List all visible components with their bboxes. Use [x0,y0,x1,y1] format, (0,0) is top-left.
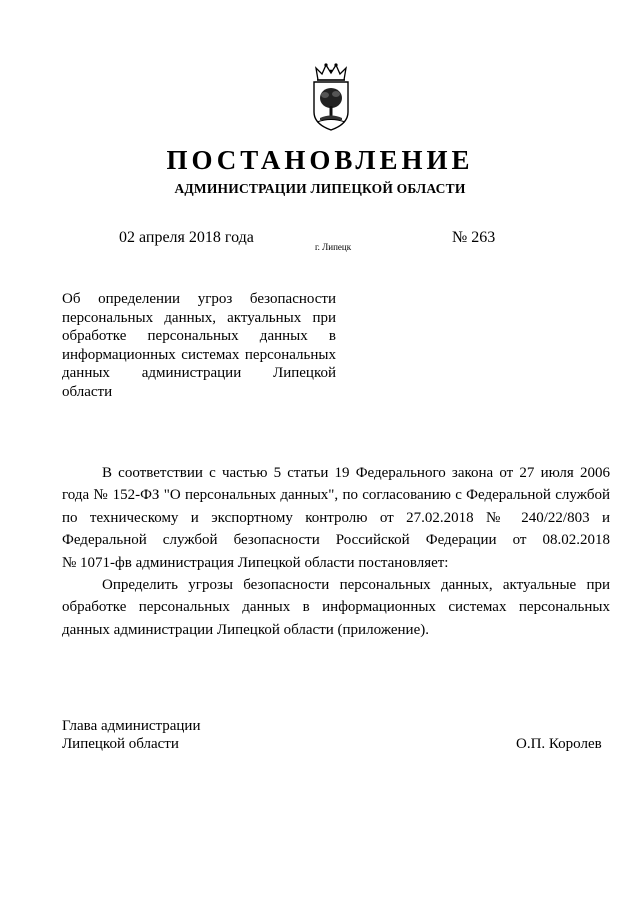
body-line: по техническому и экспортному контролю от 27.02.2018 № 240/22/803 и [62,509,610,526]
body-line: данных администрации Липецкой области (приложение). [62,621,429,638]
body-paragraph-1 [62,462,610,574]
document-city: г. Липецк [315,242,352,252]
subject-line: информационных системах персональных [62,346,336,363]
document-subject [62,290,336,401]
body-line: обработке персональных данных в информационных системах персональных [62,599,610,616]
subject-line: Об определении угроз безопасности [62,291,336,307]
body-line: Определить угрозы безопасности персональных данных, актуальные при [102,577,610,594]
subject-line: данных администрации Липецкой [62,365,336,381]
body-line: Федеральной службой безопасности Российской Федерации от 08.02.2018 [62,532,610,549]
signature-position-line: Глава администрации [62,718,201,734]
body-line: В соответствии с частью 5 статьи 19 Федерального закона от 27 июля 2006 [102,465,610,481]
body-paragraph-2 [62,574,610,641]
signature-position [62,717,200,753]
subject-line: области [62,383,113,400]
lipetsk-oblast-coat-of-arms-icon [306,62,356,134]
body-line: № 1071-фв администрация Липецкой области постановляет: [62,554,449,571]
document-number: № 263 [452,229,496,246]
subject-line: персональных данных, актуальных при [62,309,336,326]
document-subtitle: АДМИНИСТРАЦИИ ЛИПЕЦКОЙ ОБЛАСТИ [174,181,466,196]
signature-position-line: Липецкой области [62,736,179,752]
document-date: 02 апреля 2018 года [119,229,254,246]
document-body [62,462,610,641]
body-line: года № 152-ФЗ "О персональных данных", по согласованию с Федеральной службой [62,487,610,504]
signature-name: О.П. Королев [516,736,602,752]
subject-line: обработке персональных данных в [62,328,336,344]
document-title: ПОСТАНОВЛЕНИЕ [166,145,474,175]
